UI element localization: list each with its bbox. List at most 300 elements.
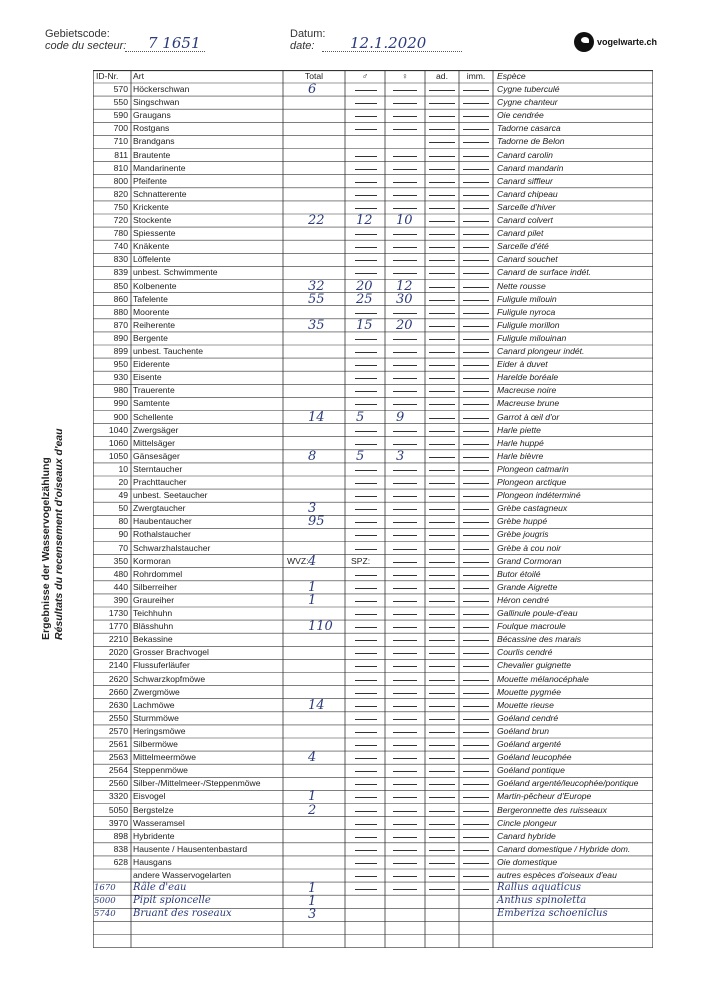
gebietscode-label: Gebietscode:	[45, 28, 110, 40]
row-id-handwritten[interactable]: 5740	[94, 909, 116, 920]
row-espece-handwritten[interactable]: Anthus spinoletta	[497, 895, 587, 907]
row-espece: Héron cendré	[497, 594, 550, 605]
blank-dash	[463, 300, 489, 301]
blank-dash	[393, 522, 417, 523]
blank-dash	[393, 549, 417, 550]
blank-dash	[463, 208, 489, 209]
row-espece: Cincle plongeur	[497, 817, 557, 828]
row-espece: Harle bièvre	[497, 450, 544, 461]
blank-dash	[463, 221, 489, 222]
blank-dash	[429, 745, 455, 746]
col-header-imm: imm.	[466, 71, 486, 81]
row-female-value[interactable]: 10	[396, 213, 413, 228]
row-id: 700	[113, 123, 128, 134]
row-id-handwritten[interactable]: 1670	[94, 883, 116, 894]
blank-dash	[355, 837, 377, 838]
blank-dash	[355, 129, 377, 130]
blank-dash	[463, 889, 489, 890]
row-art: Eisente	[133, 372, 162, 383]
blank-dash	[393, 195, 417, 196]
blank-dash	[463, 876, 489, 877]
blank-dash	[393, 509, 417, 510]
row-total-value[interactable]: 55	[308, 291, 325, 307]
blank-dash	[393, 837, 417, 838]
blank-dash	[463, 339, 489, 340]
blank-dash	[463, 732, 489, 733]
row-id: 860	[113, 293, 128, 304]
row-id: 350	[113, 555, 128, 566]
blank-dash	[463, 693, 489, 694]
blank-dash	[463, 103, 489, 104]
row-espece-handwritten[interactable]: Rallus aquaticus	[497, 882, 582, 894]
blank-dash	[355, 522, 377, 523]
blank-dash	[393, 614, 417, 615]
blank-dash	[355, 444, 377, 445]
row-id: 820	[113, 188, 128, 199]
row-art: Heringsmöwe	[133, 725, 186, 736]
row-espece: Oie cendrée	[497, 110, 544, 121]
blank-dash	[429, 129, 455, 130]
row-art: Haubentaucher	[133, 516, 192, 527]
blank-dash	[355, 889, 377, 890]
blank-dash	[393, 103, 417, 104]
row-art: Trauerente	[133, 385, 175, 396]
blank-dash	[355, 797, 377, 798]
blank-dash	[393, 706, 417, 707]
blank-dash	[429, 889, 455, 890]
blank-dash	[355, 680, 377, 681]
blank-dash	[429, 156, 455, 157]
blank-dash	[355, 339, 377, 340]
row-total-value[interactable]: 4	[308, 553, 317, 569]
blank-dash	[429, 627, 455, 628]
row-art: Eiderente	[133, 359, 170, 370]
row-espece: Grand Cormoran	[497, 555, 562, 566]
blank-dash	[355, 535, 377, 536]
blank-dash	[463, 247, 489, 248]
row-id: 811	[114, 149, 128, 160]
row-id: 10	[118, 463, 128, 474]
row-art: Mittelmeermöwe	[133, 752, 197, 763]
row-espece: Harelde boréale	[497, 372, 559, 383]
row-total-value[interactable]: 95	[308, 514, 325, 530]
blank-dash	[429, 706, 455, 707]
row-espece: Harle piette	[497, 424, 541, 435]
row-espece: Canard colvert	[497, 215, 553, 225]
blank-dash	[463, 444, 489, 445]
row-art: Sterntaucher	[133, 463, 183, 474]
blank-dash	[463, 326, 489, 327]
blank-dash	[463, 457, 489, 458]
blank-dash	[463, 365, 489, 366]
blank-dash	[463, 706, 489, 707]
row-art: Spiessente	[133, 228, 176, 239]
blank-dash	[429, 391, 455, 392]
blank-dash	[393, 824, 417, 825]
row-id: 49	[118, 490, 128, 501]
blank-dash	[463, 824, 489, 825]
row-id: 1730	[108, 608, 128, 618]
blank-dash	[429, 103, 455, 104]
row-male-value[interactable]: 5	[356, 448, 365, 464]
row-id: 2561	[108, 739, 128, 749]
blank-dash	[463, 378, 489, 379]
blank-dash	[429, 876, 455, 877]
blank-dash	[355, 182, 377, 183]
row-espece: Goéland argenté/leucophée/pontique	[497, 778, 639, 789]
row-espece: Canard mandarin	[497, 162, 564, 173]
logo-text: vogelwarte.ch	[597, 37, 658, 47]
row-id: 850	[113, 280, 128, 291]
blank-dash	[393, 208, 417, 209]
blank-dash	[463, 627, 489, 628]
row-total-value[interactable]: 14	[308, 697, 325, 713]
blank-dash	[463, 680, 489, 681]
row-total-value[interactable]: 4	[308, 750, 317, 766]
blank-dash	[429, 142, 455, 143]
blank-dash	[429, 601, 455, 602]
blank-dash	[463, 863, 489, 864]
gebietscode-value[interactable]: 7 1651	[148, 34, 201, 52]
blank-dash	[463, 549, 489, 550]
row-id: 1050	[108, 450, 128, 461]
blank-dash	[393, 496, 417, 497]
row-id: 3970	[108, 817, 128, 828]
row-id: 590	[113, 110, 128, 121]
row-espece: Mouette pygmée	[497, 686, 562, 697]
row-espece: Fuligule milouinan	[497, 332, 567, 343]
row-art-handwritten[interactable]: Bruant des roseaux	[133, 908, 232, 920]
blank-dash	[429, 522, 455, 523]
row-art: Höckerschwan	[133, 84, 190, 94]
blank-dash	[355, 732, 377, 733]
row-art: Silber-/Mittelmeer-/Steppenmöwe	[133, 778, 261, 789]
row-espece: Chevalier guignette	[497, 660, 572, 671]
blank-dash	[393, 588, 417, 589]
row-total-value[interactable]: 3	[308, 907, 317, 923]
blank-dash	[429, 431, 455, 432]
blank-dash	[429, 653, 455, 654]
row-id: 2564	[108, 765, 128, 776]
row-total-value[interactable]: 1	[308, 789, 317, 805]
row-total-value[interactable]: 14	[308, 409, 325, 425]
blank-dash	[463, 601, 489, 602]
secteur-label: code du secteur:	[45, 40, 127, 52]
blank-dash	[355, 260, 377, 261]
row-art: Eisvogel	[133, 791, 166, 802]
row-espece: Martin-pêcheur d'Europe	[497, 791, 592, 802]
blank-dash	[463, 287, 489, 288]
blank-dash	[393, 562, 417, 563]
datum-label: Datum:	[290, 28, 326, 40]
row-art: Schellente	[133, 411, 174, 422]
blank-dash	[463, 90, 489, 91]
row-male-value[interactable]: 15	[356, 317, 373, 333]
blank-dash	[429, 732, 455, 733]
blank-dash	[429, 758, 455, 759]
blank-dash	[355, 470, 377, 471]
row-espece: autres espèces d'oiseaux d'eau	[497, 870, 617, 880]
blank-dash	[463, 260, 489, 261]
row-id: 800	[113, 175, 128, 186]
row-espece: Plongeon arctique	[497, 477, 567, 487]
row-art: Steppenmöwe	[133, 765, 188, 776]
datum-value[interactable]: 12.1.2020	[350, 34, 427, 52]
row-id: 1060	[108, 437, 128, 448]
row-id: 880	[113, 306, 128, 317]
row-espece: Tadorne de Belon	[497, 136, 565, 147]
row-total-value[interactable]: 6	[308, 82, 317, 97]
row-espece: Macreuse brune	[497, 398, 560, 409]
row-id: 930	[113, 372, 128, 383]
blank-dash	[429, 797, 455, 798]
row-art-handwritten[interactable]: Pipit spioncelle	[133, 895, 211, 907]
blank-dash	[429, 588, 455, 589]
row-espece: Harle huppé	[497, 437, 544, 448]
blank-dash	[463, 535, 489, 536]
blank-dash	[429, 535, 455, 536]
blank-dash	[393, 404, 417, 405]
row-art: Wasseramsel	[133, 817, 185, 828]
blank-dash	[393, 378, 417, 379]
row-art: Zwergtaucher	[133, 503, 186, 514]
row-id: 628	[113, 856, 128, 867]
row-total-value[interactable]: 35	[308, 317, 325, 333]
blank-dash	[463, 562, 489, 563]
blank-dash	[463, 758, 489, 759]
blank-dash	[393, 90, 417, 91]
blank-dash	[463, 811, 489, 812]
row-art: andere Wasservogelarten	[133, 870, 232, 880]
blank-dash	[429, 483, 455, 484]
blank-dash	[393, 352, 417, 353]
row-art: Samtente	[133, 398, 170, 409]
row-art-handwritten[interactable]: Râle d'eau	[133, 882, 187, 894]
row-id: 890	[113, 332, 128, 343]
blank-dash	[393, 666, 417, 667]
row-espece: Fuligule morillon	[497, 319, 560, 330]
row-espece: Fuligule milouin	[497, 293, 557, 304]
blank-dash	[429, 260, 455, 261]
blank-dash	[429, 90, 455, 91]
blank-dash	[393, 339, 417, 340]
blank-dash	[429, 784, 455, 785]
row-art: Teichhuhn	[133, 608, 173, 618]
row-art: Hausgans	[133, 856, 172, 867]
row-total-value[interactable]: 22	[308, 213, 325, 228]
row-art: Stockente	[133, 215, 172, 225]
blank-dash	[463, 116, 489, 117]
blank-dash	[355, 313, 377, 314]
row-id: 440	[113, 581, 128, 592]
row-espece: Tadorne casarca	[497, 123, 561, 134]
blank-dash	[355, 208, 377, 209]
blank-dash	[463, 352, 489, 353]
blank-dash	[429, 339, 455, 340]
blank-dash	[429, 509, 455, 510]
blank-dash	[355, 876, 377, 877]
blank-dash	[429, 575, 455, 576]
row-male-value[interactable]: 25	[356, 291, 373, 307]
blank-dash	[393, 365, 417, 366]
row-art: Zwergmöwe	[133, 686, 180, 697]
row-espece: Goéland brun	[497, 725, 550, 736]
row-art: Hausente / Hausentenbastard	[133, 843, 248, 854]
blank-dash	[355, 745, 377, 746]
row-art: Rothalstaucher	[133, 529, 191, 540]
col-header-male: ♂	[361, 71, 369, 81]
blank-dash	[429, 221, 455, 222]
blank-dash	[393, 156, 417, 157]
row-id: 980	[113, 385, 128, 396]
row-female-value[interactable]: 20	[396, 317, 413, 333]
vogelwarte-logo	[574, 32, 657, 52]
blank-dash	[463, 666, 489, 667]
row-art: Krickente	[133, 201, 169, 212]
blank-dash	[429, 496, 455, 497]
blank-dash	[393, 234, 417, 235]
blank-dash	[355, 863, 377, 864]
row-total-value[interactable]: 8	[308, 448, 317, 464]
blank-dash	[393, 169, 417, 170]
blank-dash	[463, 771, 489, 772]
blank-dash	[355, 653, 377, 654]
blank-dash	[355, 784, 377, 785]
blank-dash	[355, 719, 377, 720]
row-id: 810	[113, 162, 128, 173]
blank-dash	[463, 483, 489, 484]
blank-dash	[355, 169, 377, 170]
blank-dash	[429, 352, 455, 353]
blank-dash	[429, 837, 455, 838]
row-art: Schwarzhalstaucher	[133, 542, 211, 553]
row-espece: Canard hybride	[497, 830, 556, 841]
row-total-value[interactable]: 3	[308, 501, 317, 517]
blank-dash	[429, 850, 455, 851]
row-male-value[interactable]: 20	[356, 278, 373, 294]
row-total-value[interactable]: 1	[308, 579, 317, 595]
row-art: Bergstelze	[133, 804, 174, 815]
row-espece: Canard plongeur indét.	[497, 346, 585, 356]
blank-dash	[393, 784, 417, 785]
row-male-value[interactable]: 12	[356, 213, 373, 228]
blank-dash	[429, 287, 455, 288]
count-table	[93, 70, 653, 953]
blank-dash	[393, 889, 417, 890]
row-id: 2630	[108, 699, 128, 710]
row-total-value[interactable]: 1	[308, 592, 317, 608]
row-espece-handwritten[interactable]: Emberiza schoeniclus	[497, 908, 608, 920]
row-espece: Canard siffleur	[497, 175, 553, 186]
blank-dash	[429, 247, 455, 248]
row-id: 899	[113, 346, 128, 356]
bird-logo-icon	[574, 32, 594, 52]
blank-dash	[463, 575, 489, 576]
blank-dash	[463, 522, 489, 523]
blank-dash	[393, 863, 417, 864]
row-espece: Canard chipeau	[497, 188, 558, 199]
row-art: Brandgans	[133, 136, 175, 147]
row-art: Hybridente	[133, 830, 175, 841]
row-art: Löffelente	[133, 254, 171, 265]
col-header-espece: Espèce	[497, 71, 526, 81]
blank-dash	[355, 850, 377, 851]
row-female-value[interactable]: 12	[396, 278, 413, 294]
blank-dash	[393, 431, 417, 432]
blank-dash	[463, 470, 489, 471]
blank-dash	[429, 719, 455, 720]
row-art: Prachttaucher	[133, 477, 187, 487]
blank-dash	[429, 418, 455, 419]
blank-dash	[463, 418, 489, 419]
row-id: 2660	[108, 686, 128, 697]
blank-dash	[355, 706, 377, 707]
row-total-value[interactable]: 32	[308, 278, 325, 294]
row-art: Sturmmöwe	[133, 712, 179, 723]
row-total-value[interactable]: 1	[308, 894, 317, 910]
row-id: 2020	[108, 647, 128, 658]
blank-dash	[463, 195, 489, 196]
row-espece: Grande Aigrette	[497, 581, 558, 592]
row-total-value[interactable]: 1	[308, 881, 317, 897]
row-espece: Fuligule nyroca	[497, 306, 556, 317]
row-female-value[interactable]: 9	[396, 409, 405, 425]
row-female-value[interactable]: 30	[396, 291, 413, 307]
row-id: 990	[113, 398, 128, 409]
row-espece: Plongeon catmarin	[497, 463, 569, 474]
blank-dash	[463, 745, 489, 746]
col-header-female: ♀	[401, 71, 409, 81]
row-male-value[interactable]: 5	[356, 409, 365, 425]
blank-dash	[463, 784, 489, 785]
blank-dash	[393, 535, 417, 536]
blank-dash	[463, 142, 489, 143]
row-espece: Goéland cendré	[497, 712, 559, 723]
side-title-fr: Résultats du recensement d'oiseaux d'eau	[53, 428, 65, 640]
blank-dash	[429, 313, 455, 314]
row-total-value[interactable]: 110	[308, 619, 333, 635]
row-art: Graureiher	[133, 594, 175, 605]
row-espece: Nette rousse	[497, 280, 546, 291]
blank-dash	[355, 90, 377, 91]
blank-dash	[393, 732, 417, 733]
row-espece: Mouette rieuse	[497, 699, 554, 710]
blank-dash	[393, 758, 417, 759]
blank-dash	[429, 771, 455, 772]
row-id: 550	[113, 97, 128, 108]
blank-dash	[429, 208, 455, 209]
row-id: 570	[113, 84, 128, 94]
row-espece: Garrot à œil d'or	[497, 411, 560, 422]
blank-dash	[463, 837, 489, 838]
row-espece: Butor étoilé	[497, 568, 541, 579]
blank-dash	[429, 680, 455, 681]
row-art: unbest. Schwimmente	[133, 267, 218, 278]
row-id-handwritten[interactable]: 5000	[94, 896, 116, 907]
blank-dash	[429, 811, 455, 812]
row-art: Pfeifente	[133, 175, 167, 186]
row-female-value[interactable]: 3	[396, 448, 405, 464]
row-art: Reiherente	[133, 319, 176, 330]
col-header-art: Art	[133, 71, 144, 81]
blank-dash	[429, 404, 455, 405]
blank-dash	[393, 182, 417, 183]
blank-dash	[429, 444, 455, 445]
blank-dash	[463, 156, 489, 157]
row-espece: Mouette mélanocéphale	[497, 673, 589, 684]
row-total-value[interactable]: 2	[308, 802, 317, 818]
blank-dash	[355, 234, 377, 235]
